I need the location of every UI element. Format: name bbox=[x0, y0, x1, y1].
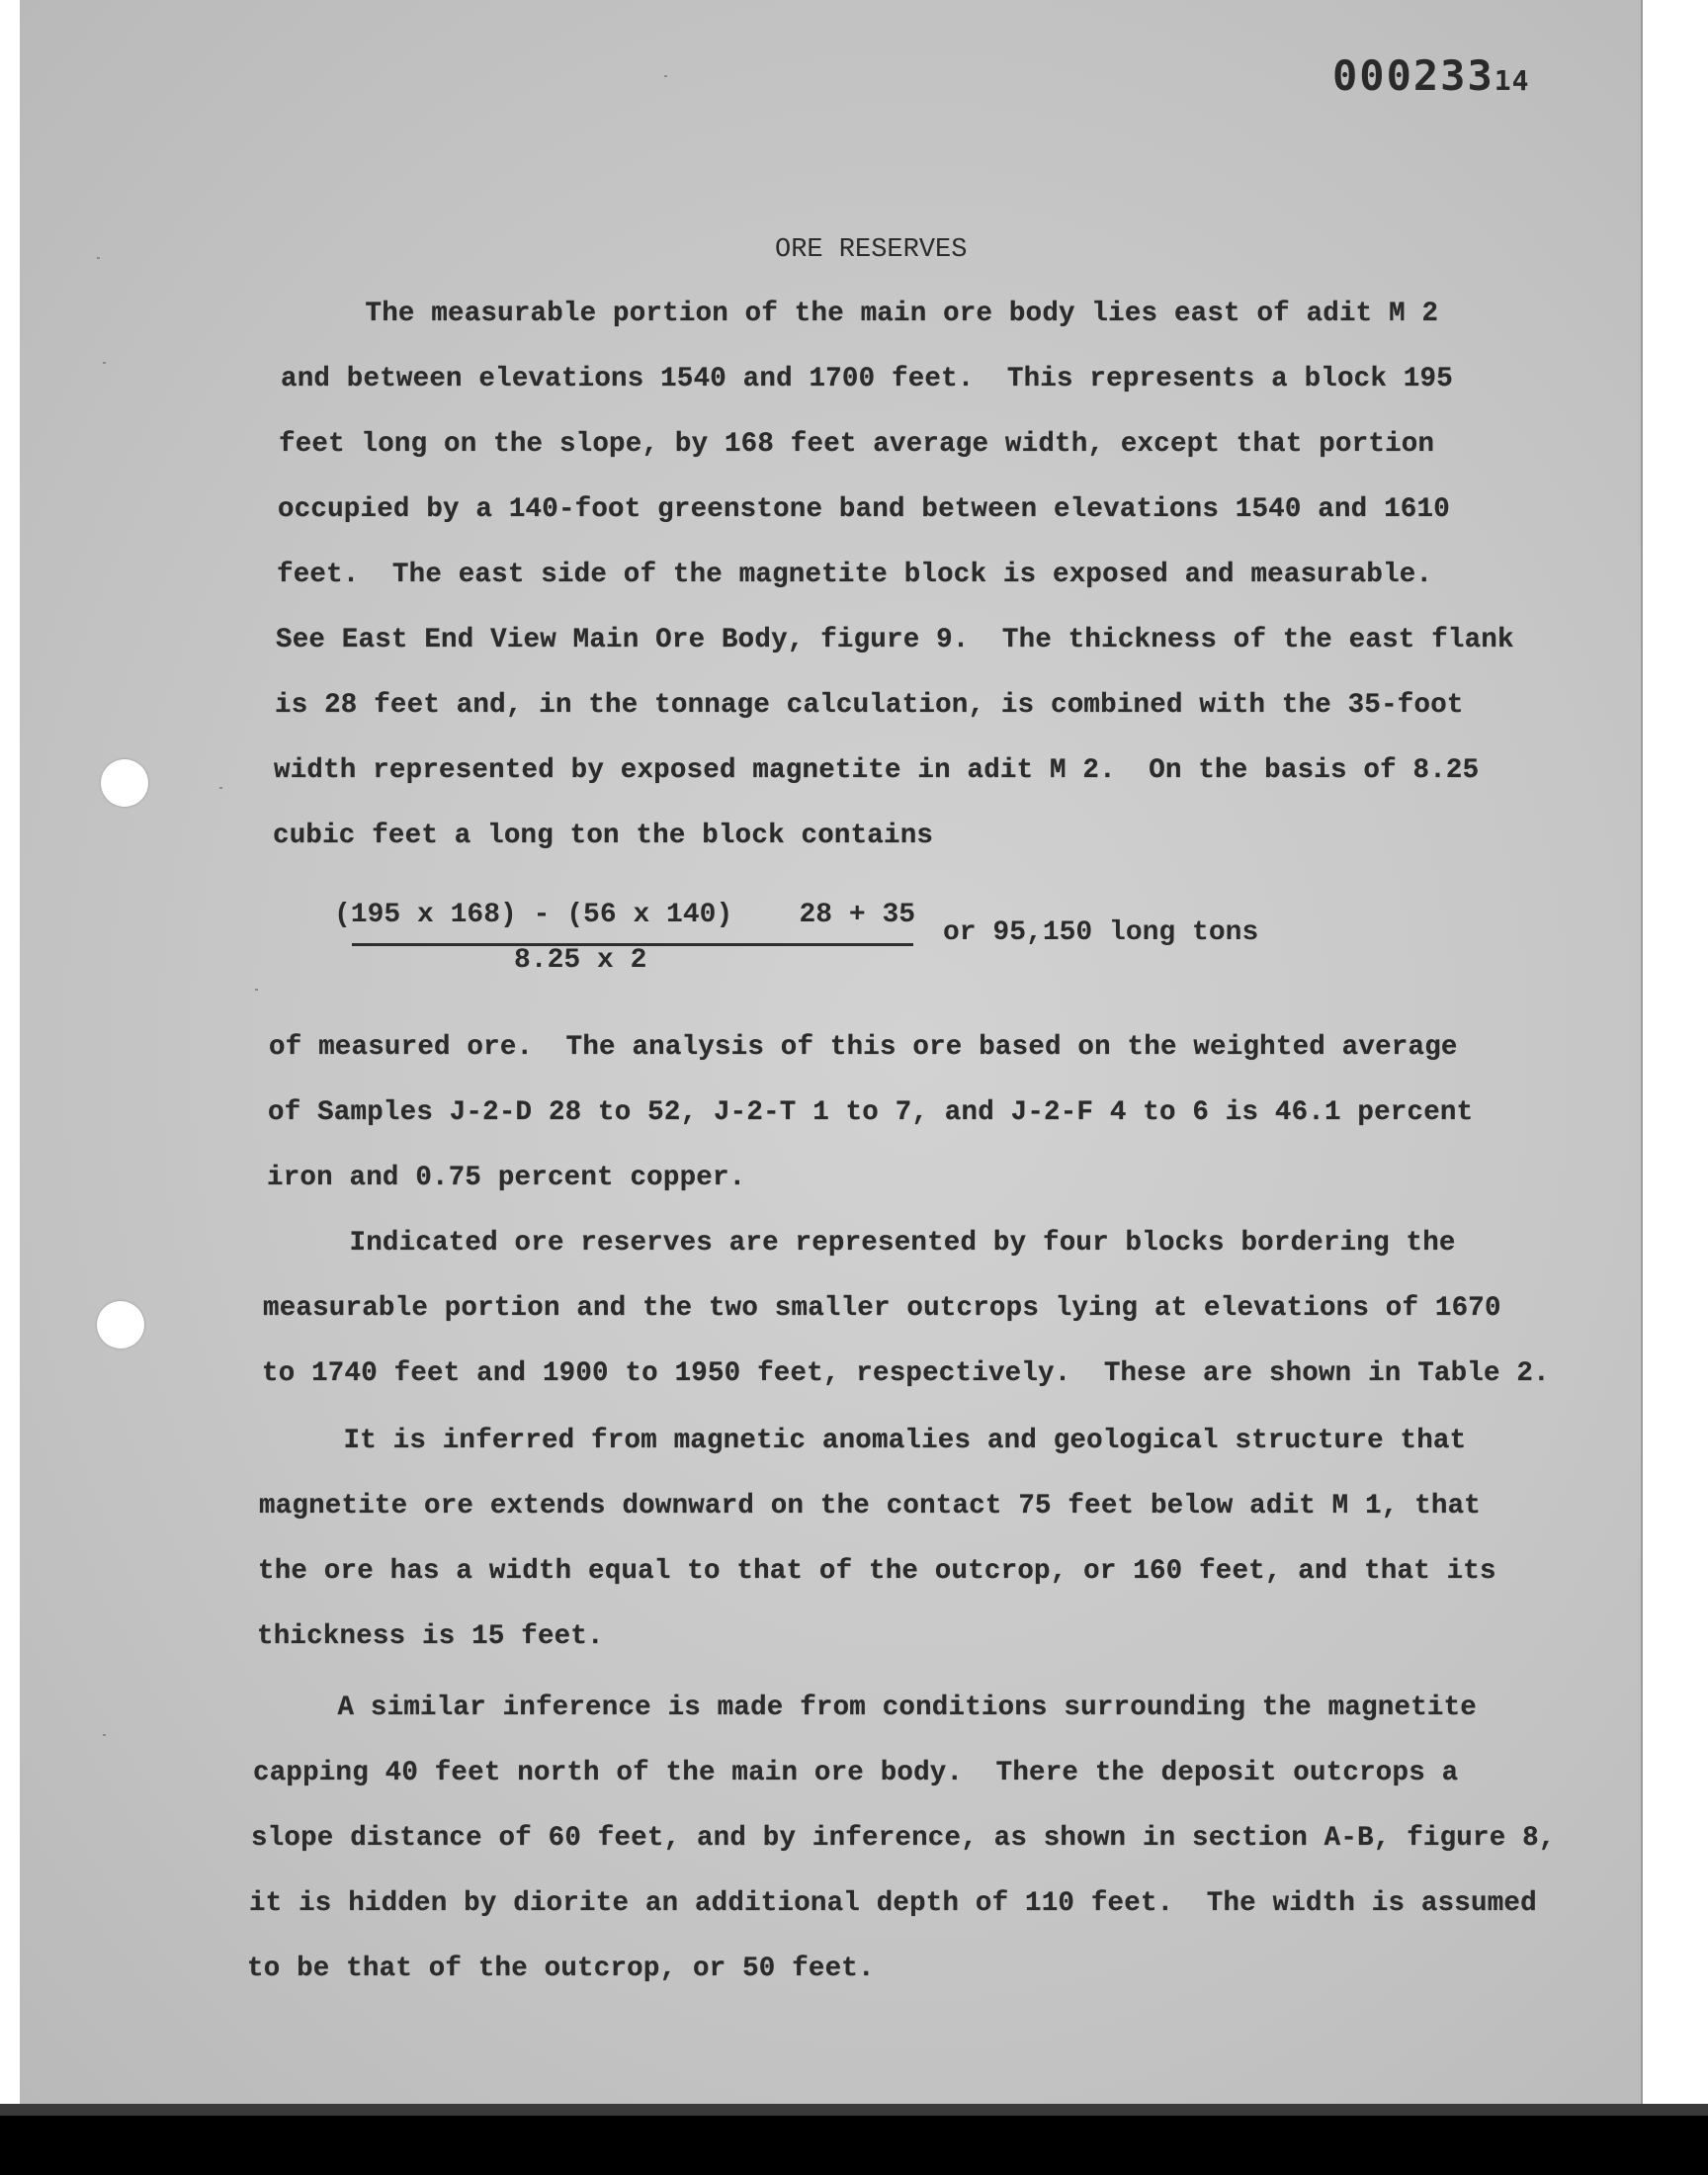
text-line: It is inferred from magnetic anomalies and geological structure that bbox=[261, 1426, 1467, 1456]
text-line: feet long on the slope, by 168 feet average width, except that portion bbox=[279, 429, 1435, 460]
text-line: feet. The east side of the magnetite block is exposed and measurable. bbox=[277, 560, 1433, 590]
scan-edge-strip bbox=[0, 2104, 1708, 2116]
text-line: of Samples J-2-D 28 to 52, J-2-T 1 to 7, and J-2-F 4 to 6 is 46.1 percent bbox=[268, 1097, 1474, 1128]
text-line: A similar inference is made from conditions surrounding the magnetite bbox=[255, 1693, 1477, 1723]
text-line: measurable portion and the two smaller outcrops lying at elevations of 1670 bbox=[263, 1293, 1501, 1324]
text-line: is 28 feet and, in the tonnage calculation, is combined with the 35-foot bbox=[275, 690, 1464, 721]
text-line: and between elevations 1540 and 1700 feet. This represents a block 195 bbox=[281, 364, 1453, 394]
scan-speck bbox=[103, 362, 106, 364]
text-line: thickness is 15 feet. bbox=[257, 1621, 604, 1652]
text-line: iron and 0.75 percent copper. bbox=[267, 1163, 746, 1193]
text-line: cubic feet a long ton the block contains bbox=[273, 821, 934, 851]
equation-numerator: (195 x 168) - (56 x 140) 28 + 35 bbox=[334, 900, 916, 930]
equation-denominator: 8.25 x 2 bbox=[514, 945, 647, 976]
text-line: it is hidden by diorite an additional depth of 110 feet. The width is assumed bbox=[249, 1888, 1537, 1919]
scan-speck bbox=[97, 257, 100, 259]
punch-hole bbox=[97, 1301, 144, 1348]
text-line: to be that of the outcrop, or 50 feet. bbox=[247, 1954, 875, 1984]
text-line: slope distance of 60 feet, and by inference, as shown in section A-B, figure 8, bbox=[251, 1823, 1556, 1854]
text-line: capping 40 feet north of the main ore body. There the deposit outcrops a bbox=[253, 1758, 1459, 1788]
text-line: to 1740 feet and 1900 to 1950 feet, respectively. These are shown in Table 2. bbox=[262, 1358, 1550, 1389]
text-line: Indicated ore reserves are represented by four blocks bordering the bbox=[267, 1228, 1456, 1259]
text-line: occupied by a 140-foot greenstone band between elevations 1540 and 1610 bbox=[278, 494, 1450, 525]
scan-speck bbox=[664, 75, 667, 77]
scan-speck bbox=[103, 1734, 106, 1736]
text-line: the ore has a width equal to that of the outcrop, or 160 feet, and that its bbox=[258, 1556, 1496, 1587]
text-line: magnetite ore extends downward on the contact 75 feet below adit M 1, that bbox=[259, 1491, 1481, 1522]
text-line: See East End View Main Ore Body, figure 9. The thickness of the east flank bbox=[276, 625, 1514, 655]
page-number-mid: 3 bbox=[1467, 51, 1494, 100]
page-number-suffix: 14 bbox=[1494, 64, 1530, 97]
text-line: The measurable portion of the main ore body lies east of adit M 2 bbox=[283, 299, 1439, 329]
equation-result: or 95,150 long tons bbox=[943, 917, 1259, 948]
text-line: width represented by exposed magnetite in adit M 2. On the basis of 8.25 bbox=[274, 755, 1480, 786]
scan-speck bbox=[219, 787, 222, 789]
page-number bbox=[1332, 51, 1529, 100]
page-number-main: 00023 bbox=[1332, 51, 1468, 100]
punch-hole bbox=[101, 759, 148, 807]
scan-speck bbox=[255, 989, 258, 991]
text-line: of measured ore. The analysis of this ore based on the weighted average bbox=[269, 1032, 1458, 1063]
page-title: ORE RESERVES bbox=[775, 235, 968, 265]
scan-bottom-border bbox=[0, 2116, 1708, 2175]
